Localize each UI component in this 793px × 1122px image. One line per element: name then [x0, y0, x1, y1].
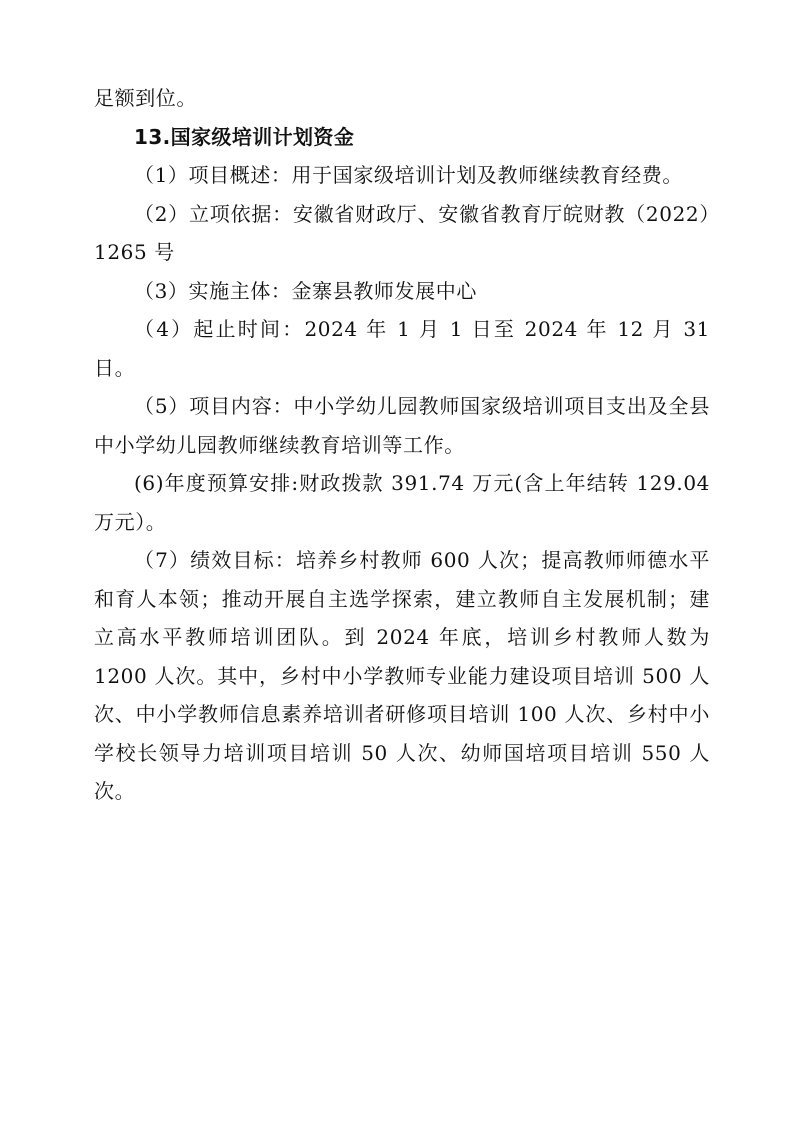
item-3-implementer: （3）实施主体：金寨县教师发展中心 — [134, 278, 477, 303]
section-heading: 13.国家级培训计划资金 — [134, 124, 355, 149]
item-1-overview: （1）项目概述：用于国家级培训计划及教师继续教育经费。 — [134, 163, 683, 187]
document-body — [94, 79, 710, 811]
item-5-content: （5）项目内容：中小学幼儿园教师国家级培训项目支出及全县中小学幼儿园教师继续教育培训等工作。 — [94, 394, 710, 457]
item-6-budget: (6)年度预算安排:财政拨款 391.74 万元(含上年结转 129.04 万元）。 — [94, 471, 710, 534]
item-7-targets: （7）绩效目标：培养乡村教师 600 人次；提高教师师德水平和育人本领；推动开展自主选学探索，建立教师自主发展机制；建立高水平教师培训团队。到 2024 年底，培训乡村教师人数为 1200 人次。其中，乡村中小学教师专业能力建设项目培训 500 人次、中小学教师信息素养培训者研修项目培训 100 人次、乡村中小学校长领导力培训项目培训 50 人次、幼师国培项目培训 550 人次。 — [94, 548, 710, 803]
item-2-basis: （2）立项依据：安徽省财政厅、安徽省教育厅皖财教（2022）1265 号 — [94, 201, 710, 264]
item-4-period: （4）起止时间：2024 年 1 月 1 日至 2024 年 12 月 31 日。 — [94, 317, 710, 380]
carry-over-text: 足额到位。 — [94, 86, 197, 110]
